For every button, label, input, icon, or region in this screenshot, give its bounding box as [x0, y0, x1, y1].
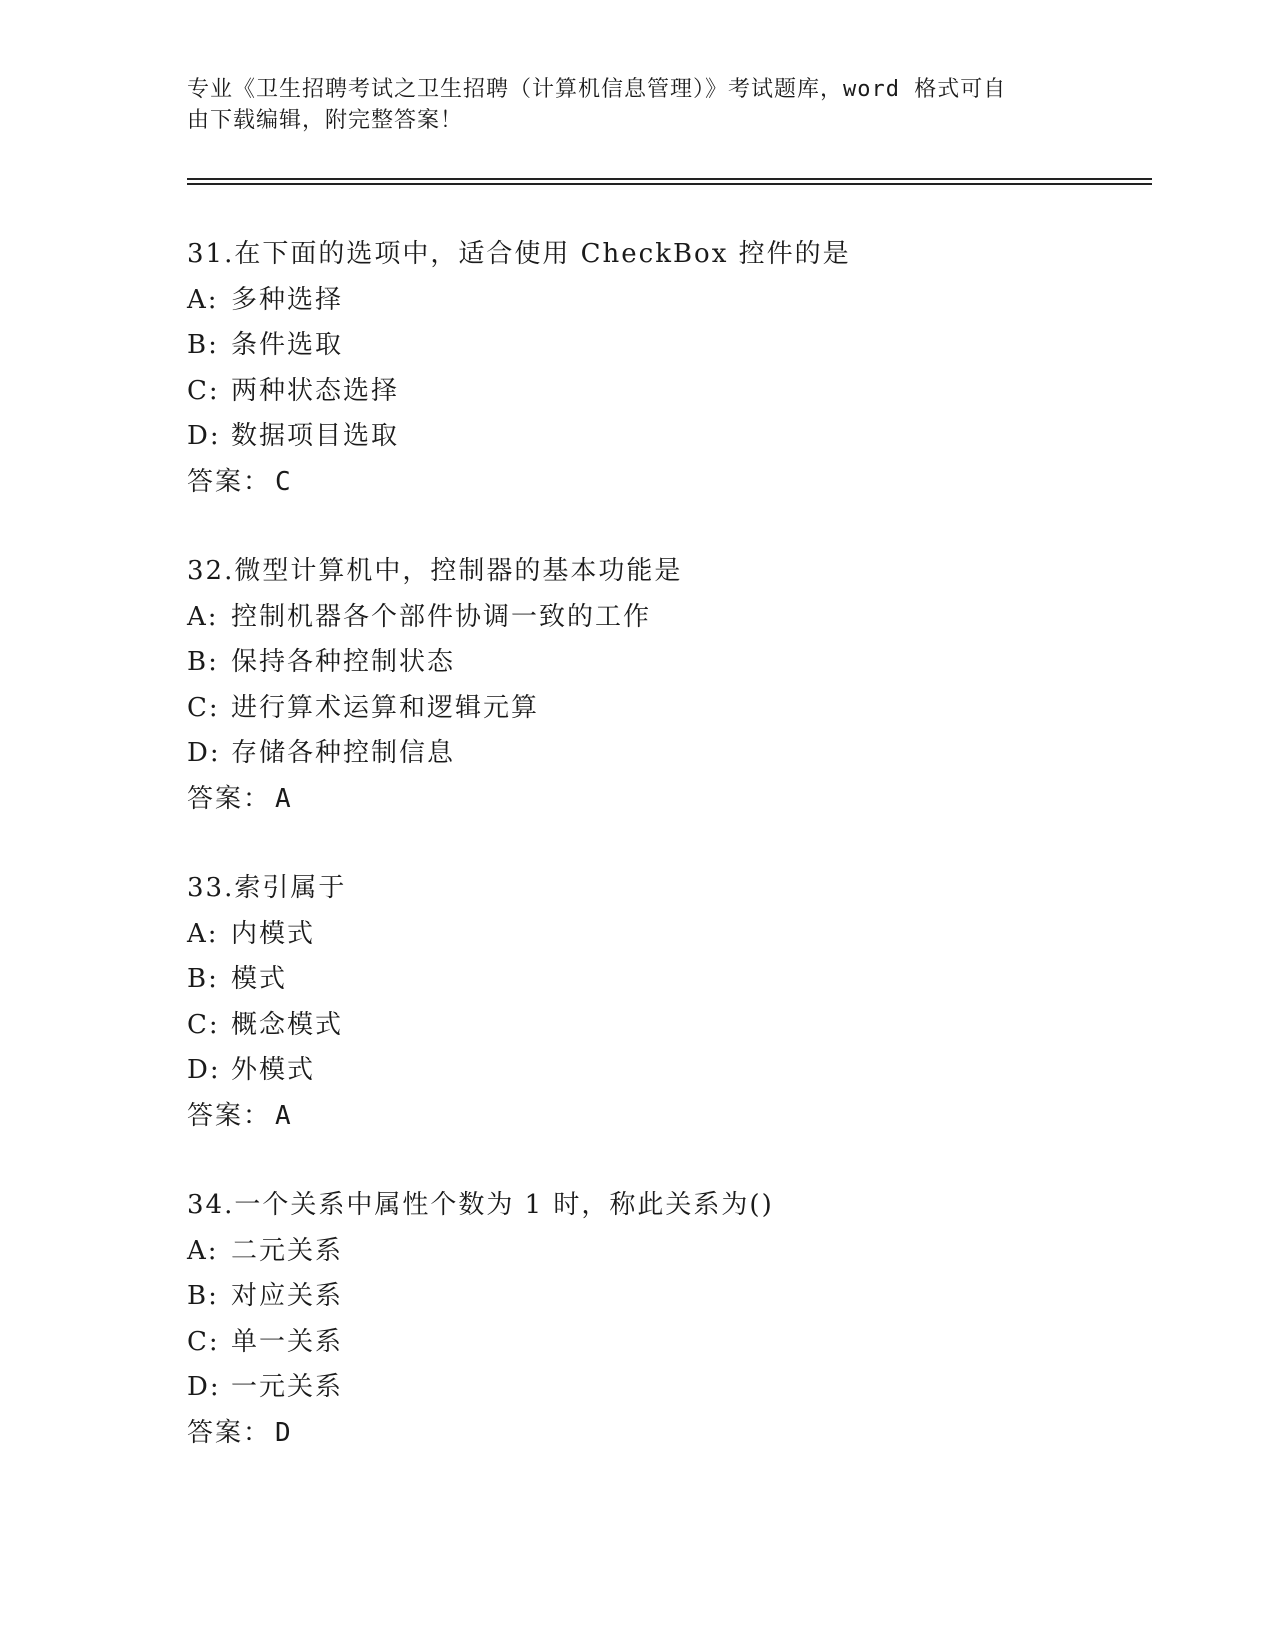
option-c — [187, 369, 1147, 415]
answer-value: D — [275, 1417, 293, 1448]
question-block — [187, 549, 1147, 822]
option-letter: D: — [187, 421, 221, 451]
option-letter: C: — [187, 375, 220, 406]
answer-line — [187, 460, 1147, 506]
option-c — [187, 686, 1147, 732]
option-c — [187, 1320, 1147, 1366]
option-text: 进行算术运算和逻辑元算 — [231, 692, 540, 723]
answer-value: A — [275, 783, 293, 814]
answer-line — [187, 1411, 1147, 1457]
option-text: 保持各种控制状态 — [231, 647, 456, 677]
option-d — [187, 1048, 1147, 1094]
option-b — [187, 1274, 1147, 1320]
option-a — [187, 912, 1147, 958]
option-text: 多种选择 — [231, 284, 344, 315]
option-text: 二元关系 — [231, 1235, 344, 1266]
question-text: 34.一个关系中属性个数为 1 时，称此关系为() — [187, 1190, 774, 1220]
option-text: 对应关系 — [231, 1281, 344, 1311]
option-letter: D: — [187, 1055, 221, 1085]
option-text: 单一关系 — [231, 1326, 344, 1357]
option-text: 控制机器各个部件协调一致的工作 — [231, 601, 652, 632]
answer-label: 答案： — [187, 1100, 272, 1131]
option-letter: D: — [187, 1372, 221, 1402]
option-letter: B: — [187, 964, 219, 994]
document-header — [187, 74, 1067, 136]
answer-value: A — [275, 1100, 293, 1131]
option-letter: D: — [187, 738, 221, 768]
option-b — [187, 640, 1147, 686]
option-letter: B: — [187, 330, 219, 360]
question-block — [187, 232, 1147, 505]
header-line-2: 由下载编辑，附完整答案！ — [187, 108, 464, 133]
option-d — [187, 731, 1147, 777]
option-text: 条件选取 — [231, 330, 344, 360]
question-block — [187, 866, 1147, 1139]
option-text: 外模式 — [231, 1055, 316, 1085]
option-text: 一元关系 — [231, 1372, 344, 1402]
option-letter: C: — [187, 692, 220, 723]
option-b — [187, 957, 1147, 1003]
option-b — [187, 323, 1147, 369]
option-letter: A: — [187, 284, 219, 315]
option-letter: C: — [187, 1009, 220, 1040]
header-line-1: 专业《卫生招聘考试之卫生招聘（计算机信息管理）》考试题库，word 格式可自 — [187, 77, 1007, 102]
question-text: 31.在下面的选项中，适合使用 CheckBox 控件的是 — [187, 239, 851, 269]
option-letter: C: — [187, 1326, 220, 1357]
header-divider-top — [187, 178, 1152, 180]
answer-label: 答案： — [187, 783, 272, 814]
answer-line — [187, 1094, 1147, 1140]
question-text: 32.微型计算机中，控制器的基本功能是 — [187, 556, 683, 586]
option-letter: B: — [187, 647, 219, 677]
option-letter: A: — [187, 601, 219, 632]
option-a — [187, 595, 1147, 641]
header-divider-bottom — [187, 183, 1152, 185]
answer-label: 答案： — [187, 466, 272, 497]
answer-value: C — [275, 466, 293, 497]
option-a — [187, 1229, 1147, 1275]
option-text: 存储各种控制信息 — [231, 738, 456, 768]
question-block — [187, 1183, 1147, 1456]
answer-line — [187, 777, 1147, 823]
option-text: 数据项目选取 — [231, 421, 400, 451]
option-letter: A: — [187, 1235, 219, 1266]
option-c — [187, 1003, 1147, 1049]
option-d — [187, 1365, 1147, 1411]
option-d — [187, 414, 1147, 460]
option-text: 两种状态选择 — [231, 375, 400, 406]
answer-label: 答案： — [187, 1417, 272, 1448]
option-text: 内模式 — [231, 918, 316, 949]
option-letter: A: — [187, 918, 219, 949]
question-text: 33.索引属于 — [187, 873, 347, 903]
option-text: 模式 — [231, 964, 288, 994]
option-text: 概念模式 — [231, 1009, 344, 1040]
option-a — [187, 278, 1147, 324]
option-letter: B: — [187, 1281, 219, 1311]
